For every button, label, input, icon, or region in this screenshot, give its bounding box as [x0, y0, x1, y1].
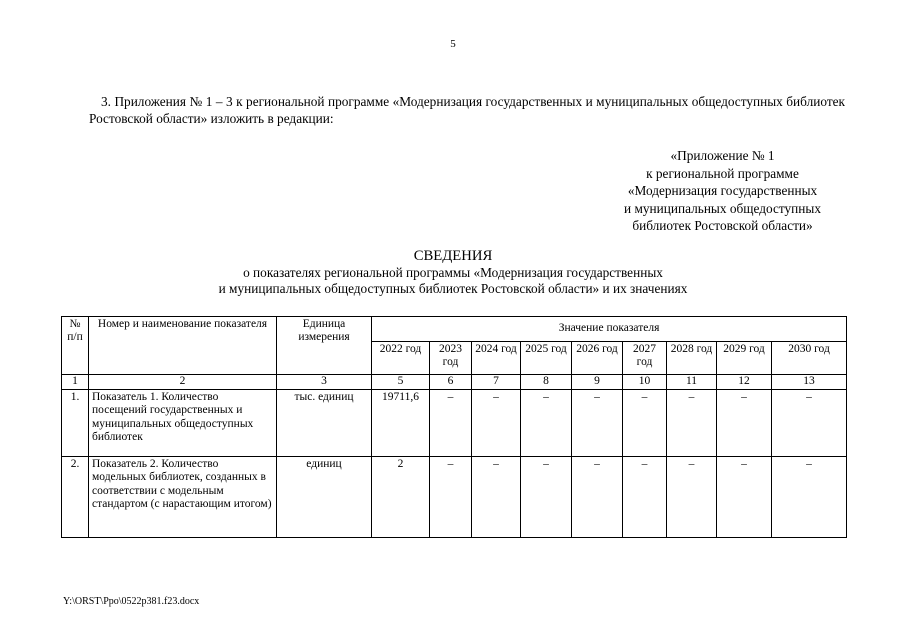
appendix-line: «Модернизация государственных — [627, 183, 818, 199]
indicator-name: Показатель 2. Количество модельных библиотек, созданных в соответствии с модельным стандартом (с нарастающим итогом) — [89, 457, 277, 538]
appendix-line: «Приложение № 1 — [670, 148, 775, 163]
column-number: 10 — [623, 375, 667, 390]
column-number: 2 — [89, 375, 277, 390]
indicator-value: – — [772, 457, 847, 538]
column-number: 8 — [521, 375, 572, 390]
column-number: 11 — [667, 375, 717, 390]
header-year: 2028 год — [667, 342, 717, 375]
document-heading — [150, 248, 756, 297]
appendix-header — [560, 147, 885, 235]
column-number: 12 — [717, 375, 772, 390]
header-year: 2024 год — [472, 342, 521, 375]
header-year: 2026 год — [572, 342, 623, 375]
indicator-value: 19711,6 — [372, 390, 430, 457]
heading-subtitle-line: о показателях региональной программы «Модернизация государственных — [243, 265, 663, 280]
indicator-value: – — [572, 390, 623, 457]
heading-subtitle-line: и муниципальных общедоступных библиотек Ростовской области» и их значениях — [218, 281, 688, 296]
indicator-unit: единиц — [277, 457, 372, 538]
row-number: 1. — [62, 390, 89, 457]
header-year: 2029 год — [717, 342, 772, 375]
row-number: 2. — [62, 457, 89, 538]
header-year: 2023 год — [430, 342, 472, 375]
table-row — [62, 457, 847, 538]
indicator-value: – — [623, 457, 667, 538]
indicator-value: – — [667, 457, 717, 538]
header-year: 2030 год — [772, 342, 847, 375]
indicator-value: – — [521, 457, 572, 538]
header-name: Номер и наименование показателя — [89, 317, 277, 375]
indicator-value: – — [472, 457, 521, 538]
indicator-value: – — [623, 390, 667, 457]
indicators-table — [61, 316, 847, 538]
indicator-value: 2 — [372, 457, 430, 538]
appendix-line: к региональной программе — [646, 165, 799, 181]
column-number: 3 — [277, 375, 372, 390]
indicator-name: Показатель 1. Количество посещений государственных и муниципальных общедоступных библиотек — [89, 390, 277, 457]
table-row — [62, 390, 847, 457]
column-number: 5 — [372, 375, 430, 390]
indicator-value: – — [430, 457, 472, 538]
indicator-value: – — [521, 390, 572, 457]
column-number: 1 — [62, 375, 89, 390]
amendment-text: 3. Приложения № 1 – 3 к региональной программе «Модернизация государственных и муниципальных общедоступных библиотек Ростовской области» изложить в редакции: — [89, 94, 845, 126]
indicator-unit: тыс. единиц — [277, 390, 372, 457]
column-number: 9 — [572, 375, 623, 390]
indicator-value: – — [572, 457, 623, 538]
indicator-value: – — [430, 390, 472, 457]
amendment-paragraph — [89, 94, 845, 127]
column-number: 13 — [772, 375, 847, 390]
indicator-value: – — [717, 390, 772, 457]
appendix-line: библиотек Ростовской области» — [632, 218, 813, 234]
header-year: 2025 год — [521, 342, 572, 375]
column-number: 6 — [430, 375, 472, 390]
appendix-line: и муниципальных общедоступных — [624, 200, 821, 216]
indicator-value: – — [772, 390, 847, 457]
indicator-value: – — [472, 390, 521, 457]
page-number: 5 — [450, 38, 456, 50]
header-values: Значение показателя — [372, 317, 847, 342]
header-year: 2027 год — [623, 342, 667, 375]
indicator-value: – — [667, 390, 717, 457]
header-unit: Единица измерения — [277, 317, 372, 375]
column-number: 7 — [472, 375, 521, 390]
heading-title: СВЕДЕНИЯ — [413, 248, 493, 264]
header-year: 2022 год — [372, 342, 430, 375]
indicator-value: – — [717, 457, 772, 538]
file-path-footer: Y:\ORST\Ppo\0522p381.f23.docx — [63, 596, 200, 607]
header-no: № п/п — [62, 317, 89, 375]
